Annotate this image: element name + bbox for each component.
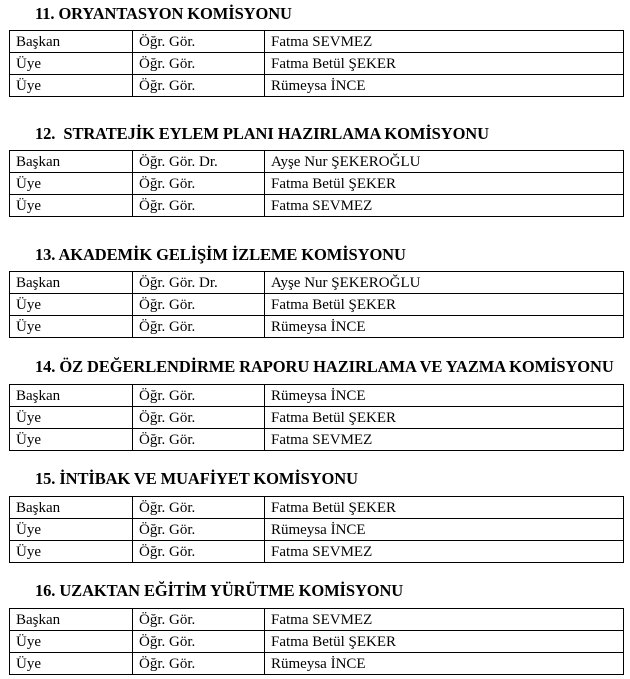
member-name-cell: Rümeysa İNCE <box>265 653 624 675</box>
member-name-cell: Fatma Betül ŞEKER <box>265 407 624 429</box>
academic-title-cell: Öğr. Gör. Dr. <box>133 272 265 294</box>
academic-title-cell: Öğr. Gör. <box>133 75 265 97</box>
role-cell: Başkan <box>10 151 133 173</box>
member-name-cell: Rümeysa İNCE <box>265 385 624 407</box>
member-name-cell: Fatma Betül ŞEKER <box>265 631 624 653</box>
academic-title-cell: Öğr. Gör. <box>133 653 265 675</box>
academic-title-cell: Öğr. Gör. <box>133 316 265 338</box>
member-name-cell: Rümeysa İNCE <box>265 316 624 338</box>
academic-title-cell: Öğr. Gör. <box>133 385 265 407</box>
academic-title-cell: Öğr. Gör. <box>133 53 265 75</box>
section-title: 13. AKADEMİK GELİŞİM İZLEME KOMİSYONU <box>35 245 406 264</box>
section-title: 11. ORYANTASYON KOMİSYONU <box>35 4 292 23</box>
role-cell: Üye <box>10 429 133 451</box>
role-cell: Başkan <box>10 272 133 294</box>
member-name-cell: Fatma Betül ŞEKER <box>265 294 624 316</box>
role-cell: Üye <box>10 653 133 675</box>
role-cell: Üye <box>10 631 133 653</box>
section-title: 14. ÖZ DEĞERLENDİRME RAPORU HAZIRLAMA VE YAZMA KOMİSYONU <box>35 357 614 376</box>
role-cell: Başkan <box>10 385 133 407</box>
table-row <box>10 31 624 53</box>
role-cell: Üye <box>10 173 133 195</box>
role-cell: Üye <box>10 541 133 563</box>
academic-title-cell: Öğr. Gör. <box>133 195 265 217</box>
member-name-cell: Fatma SEVMEZ <box>265 31 624 53</box>
role-cell: Üye <box>10 519 133 541</box>
member-name-cell: Fatma Betül ŞEKER <box>265 173 624 195</box>
role-cell: Üye <box>10 75 133 97</box>
role-cell: Başkan <box>10 31 133 53</box>
role-cell: Üye <box>10 407 133 429</box>
section-title: 15. İNTİBAK VE MUAFİYET KOMİSYONU <box>35 469 358 488</box>
member-name-cell: Rümeysa İNCE <box>265 519 624 541</box>
member-name-cell: Fatma Betül ŞEKER <box>265 53 624 75</box>
academic-title-cell: Öğr. Gör. <box>133 609 265 631</box>
role-cell: Başkan <box>10 609 133 631</box>
section-title: 12. STRATEJİK EYLEM PLANI HAZIRLAMA KOMİSYONU <box>35 124 489 143</box>
committee-table <box>9 608 624 675</box>
role-cell: Üye <box>10 316 133 338</box>
table-row <box>10 653 624 675</box>
table-row <box>10 609 624 631</box>
academic-title-cell: Öğr. Gör. <box>133 497 265 519</box>
role-cell: Üye <box>10 53 133 75</box>
academic-title-cell: Öğr. Gör. <box>133 429 265 451</box>
table-row <box>10 519 624 541</box>
academic-title-cell: Öğr. Gör. <box>133 407 265 429</box>
table-row <box>10 151 624 173</box>
committee-table <box>9 496 624 563</box>
academic-title-cell: Öğr. Gör. <box>133 631 265 653</box>
table-row <box>10 195 624 217</box>
table-row <box>10 75 624 97</box>
role-cell: Üye <box>10 294 133 316</box>
academic-title-cell: Öğr. Gör. <box>133 541 265 563</box>
member-name-cell: Rümeysa İNCE <box>265 75 624 97</box>
table-row <box>10 316 624 338</box>
member-name-cell: Ayşe Nur ŞEKEROĞLU <box>265 272 624 294</box>
role-cell: Üye <box>10 195 133 217</box>
member-name-cell: Fatma SEVMEZ <box>265 429 624 451</box>
table-row <box>10 631 624 653</box>
table-row <box>10 407 624 429</box>
member-name-cell: Fatma Betül ŞEKER <box>265 497 624 519</box>
committee-table <box>9 384 624 451</box>
table-row <box>10 294 624 316</box>
table-row <box>10 272 624 294</box>
committee-table <box>9 271 624 338</box>
table-row <box>10 385 624 407</box>
academic-title-cell: Öğr. Gör. <box>133 519 265 541</box>
member-name-cell: Ayşe Nur ŞEKEROĞLU <box>265 151 624 173</box>
table-row <box>10 173 624 195</box>
member-name-cell: Fatma SEVMEZ <box>265 541 624 563</box>
committee-table <box>9 150 624 217</box>
academic-title-cell: Öğr. Gör. <box>133 31 265 53</box>
member-name-cell: Fatma SEVMEZ <box>265 609 624 631</box>
academic-title-cell: Öğr. Gör. <box>133 294 265 316</box>
academic-title-cell: Öğr. Gör. Dr. <box>133 151 265 173</box>
member-name-cell: Fatma SEVMEZ <box>265 195 624 217</box>
table-row <box>10 541 624 563</box>
table-row <box>10 497 624 519</box>
academic-title-cell: Öğr. Gör. <box>133 173 265 195</box>
section-title: 16. UZAKTAN EĞİTİM YÜRÜTME KOMİSYONU <box>35 581 404 600</box>
role-cell: Başkan <box>10 497 133 519</box>
table-row <box>10 429 624 451</box>
committee-table <box>9 30 624 97</box>
table-row <box>10 53 624 75</box>
